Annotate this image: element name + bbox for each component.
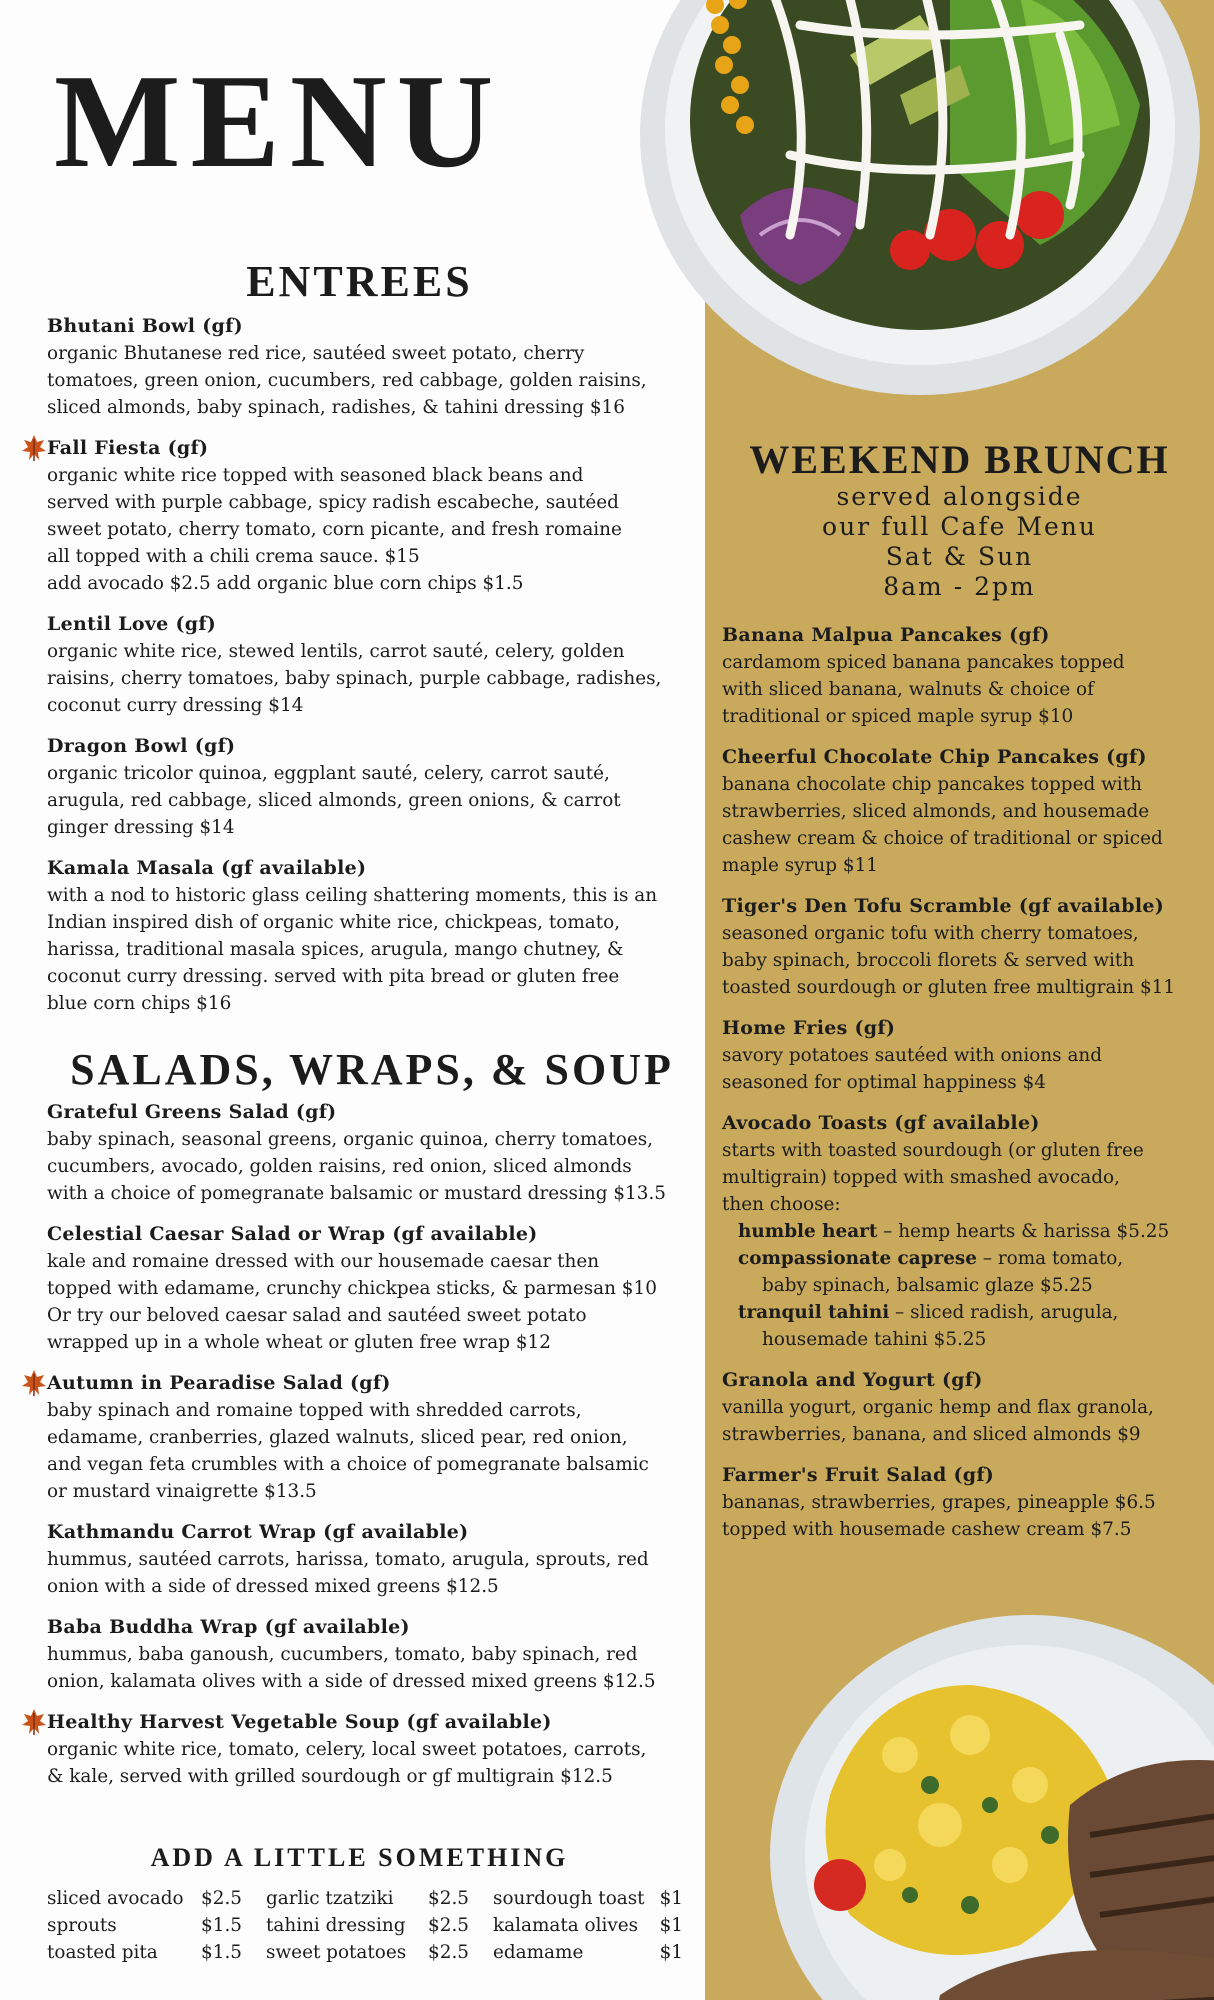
toast-option <box>722 1245 1202 1272</box>
addons-column <box>47 1885 242 1966</box>
addons-column <box>493 1885 683 1966</box>
option-name: tranquil tahini <box>738 1302 890 1323</box>
addon-price: $2.5 <box>428 1942 469 1963</box>
addon-row <box>493 1912 683 1939</box>
item-name: Healthy Harvest Vegetable Soup (gf available) <box>47 1711 552 1733</box>
item-name: Granola and Yogurt (gf) <box>722 1369 983 1391</box>
addon-price: $2.5 <box>428 1915 469 1936</box>
addons-heading: ADD A LITTLE SOMETHING <box>150 1843 569 1872</box>
addon-price: $1 <box>659 1942 683 1963</box>
addon-name: sourdough toast <box>493 1888 645 1909</box>
item-description: cardamom spiced banana pancakes topped with sliced banana, walnuts & choice of traditional or spiced maple syrup $10 <box>722 652 1125 727</box>
item-description: baby spinach and romaine topped with shredded carrots, edamame, cranberries, glazed walnuts, sliced pear, red onion, and vegan feta crumbles with a choice of pomegranate balsamic or mustard vinaigrette $13.5 <box>47 1400 649 1502</box>
salads-heading: SALADS, WRAPS, & SOUP <box>70 1045 674 1094</box>
menu-item <box>47 1370 697 1505</box>
menu-item <box>722 622 1202 730</box>
menu-item <box>47 1709 697 1790</box>
addons-column <box>266 1885 469 1966</box>
item-name: Farmer's Fruit Salad (gf) <box>722 1464 995 1486</box>
option-name: compassionate caprese <box>738 1248 977 1269</box>
brunch-days: Sat & Sun <box>885 542 1034 571</box>
addon-row <box>47 1912 242 1939</box>
addon-row <box>493 1939 683 1966</box>
salad-bowl-photo <box>620 0 1200 425</box>
item-name: Dragon Bowl (gf) <box>47 735 236 757</box>
menu-item <box>722 1015 1202 1096</box>
option-description-cont: housemade tahini $5.25 <box>762 1329 987 1350</box>
item-name: Kathmandu Carrot Wrap (gf available) <box>47 1521 469 1543</box>
option-description: – hemp hearts & harissa $5.25 <box>877 1221 1170 1242</box>
addon-row <box>266 1912 469 1939</box>
salads-list <box>47 1099 697 1804</box>
item-name: Bhutani Bowl (gf) <box>47 315 243 337</box>
menu-item <box>722 1367 1202 1448</box>
addon-price: $1.5 <box>201 1942 242 1963</box>
brunch-subtitle: served alongside <box>836 482 1083 511</box>
autumn-leaf-icon <box>21 433 47 463</box>
menu-item <box>47 1221 697 1356</box>
menu-item <box>47 611 697 719</box>
addon-name: toasted pita <box>47 1942 158 1963</box>
item-description: banana chocolate chip pancakes topped with strawberries, sliced almonds, and housemade cashew cream & choice of traditional or spiced maple syrup $11 <box>722 774 1163 876</box>
item-name: Banana Malpua Pancakes (gf) <box>722 624 1050 646</box>
addon-row <box>47 1939 242 1966</box>
toast-option <box>722 1299 1202 1326</box>
addon-price: $1.5 <box>201 1915 242 1936</box>
item-description: organic white rice topped with seasoned black beans and served with purple cabbage, spicy radish escabeche, sautéed sweet potato, cherry tomato, corn picante, and fresh romaine all topped with a chili crema sauce. $15 add avocado $2.5 add organic blue corn chips $1.5 <box>47 465 622 594</box>
addon-name: sprouts <box>47 1915 117 1936</box>
addon-name: tahini dressing <box>266 1915 406 1936</box>
menu-title: MENU <box>54 47 504 195</box>
brunch-hours: 8am - 2pm <box>883 572 1036 601</box>
item-name: Autumn in Pearadise Salad (gf) <box>47 1372 391 1394</box>
addon-name: edamame <box>493 1942 584 1963</box>
addon-row <box>47 1885 242 1912</box>
menu-item <box>47 1099 697 1207</box>
menu-item <box>722 1462 1202 1543</box>
item-description: starts with toasted sourdough (or gluten free multigrain) topped with smashed avocado, then choose: <box>722 1140 1144 1215</box>
autumn-leaf-icon <box>21 1707 47 1737</box>
addon-name: sliced avocado <box>47 1888 184 1909</box>
option-description-cont: baby spinach, balsamic glaze $5.25 <box>762 1275 1093 1296</box>
item-name: Avocado Toasts (gf available) <box>722 1112 1040 1134</box>
tofu-scramble-photo <box>770 1595 1214 2000</box>
entrees-list <box>47 313 697 1031</box>
item-name: Fall Fiesta (gf) <box>47 437 209 459</box>
item-description: organic Bhutanese red rice, sautéed sweet potato, cherry tomatoes, green onion, cucumbers, red cabbage, golden raisins, sliced almonds, baby spinach, radishes, & tahini dressing $16 <box>47 343 647 418</box>
menu-item <box>47 313 697 421</box>
item-name: Home Fries (gf) <box>722 1017 896 1039</box>
brunch-header <box>705 438 1214 602</box>
addon-price: $2.5 <box>428 1888 469 1909</box>
addon-price: $1 <box>659 1915 683 1936</box>
toast-option <box>722 1218 1202 1245</box>
option-name: humble heart <box>738 1221 878 1242</box>
addon-name: sweet potatoes <box>266 1942 407 1963</box>
option-description: – roma tomato, <box>976 1248 1124 1269</box>
addon-row <box>266 1885 469 1912</box>
brunch-title: WEEKEND BRUNCH <box>749 437 1170 482</box>
item-name: Kamala Masala (gf available) <box>47 857 367 879</box>
item-description: organic white rice, stewed lentils, carrot sauté, celery, golden raisins, cherry tomatoes, baby spinach, purple cabbage, radishes, coconut curry dressing $14 <box>47 641 662 716</box>
brunch-list <box>722 622 1202 1557</box>
menu-item <box>722 744 1202 879</box>
item-description: with a nod to historic glass ceiling shattering moments, this is an Indian inspired dish of organic white rice, chickpeas, tomato, harissa, traditional masala spices, arugula, mango chutney, & coconut curry dressing. served with pita bread or gluten free blue corn chips $16 <box>47 885 658 1014</box>
item-description: hummus, baba ganoush, cucumbers, tomato, baby spinach, red onion, kalamata olives with a side of dressed mixed greens $12.5 <box>47 1644 656 1692</box>
item-description: organic tricolor quinoa, eggplant sauté, celery, carrot sauté, arugula, red cabbage, sliced almonds, green onions, & carrot ginger dressing $14 <box>47 763 621 838</box>
item-name: Tiger's Den Tofu Scramble (gf available) <box>722 895 1165 917</box>
item-name: Celestial Caesar Salad or Wrap (gf available) <box>47 1223 538 1245</box>
menu-item <box>722 893 1202 1001</box>
addon-row <box>493 1885 683 1912</box>
addon-price: $1 <box>659 1888 683 1909</box>
item-description: bananas, strawberries, grapes, pineapple $6.5 topped with housemade cashew cream $7.5 <box>722 1492 1156 1540</box>
item-description: kale and romaine dressed with our housemade caesar then topped with edamame, crunchy chickpea sticks, & parmesan $10 Or try our beloved caesar salad and sautéed sweet potato wrapped up in a whole wheat or gluten free wrap $12 <box>47 1251 657 1353</box>
menu-item <box>47 435 697 597</box>
entrees-heading: ENTREES <box>246 257 473 306</box>
menu-item <box>47 733 697 841</box>
addon-name: kalamata olives <box>493 1915 639 1936</box>
item-description: hummus, sautéed carrots, harissa, tomato, arugula, sprouts, red onion with a side of dressed mixed greens $12.5 <box>47 1549 649 1597</box>
item-name: Grateful Greens Salad (gf) <box>47 1101 337 1123</box>
addon-row <box>266 1939 469 1966</box>
item-description: organic white rice, tomato, celery, local sweet potatoes, carrots, & kale, served with grilled sourdough or gf multigrain $12.5 <box>47 1739 647 1787</box>
item-description: baby spinach, seasonal greens, organic quinoa, cherry tomatoes, cucumbers, avocado, golden raisins, red onion, sliced almonds with a choice of pomegranate balsamic or mustard dressing $13.5 <box>47 1129 666 1204</box>
item-description: seasoned organic tofu with cherry tomatoes, baby spinach, broccoli florets & served with toasted sourdough or gluten free multigrain $11 <box>722 923 1176 998</box>
menu-item <box>47 1519 697 1600</box>
brunch-subtitle: our full Cafe Menu <box>822 512 1097 541</box>
option-description: – sliced radish, arugula, <box>889 1302 1119 1323</box>
item-name: Lentil Love (gf) <box>47 613 217 635</box>
item-name: Cheerful Chocolate Chip Pancakes (gf) <box>722 746 1147 768</box>
item-description: vanilla yogurt, organic hemp and flax granola, strawberries, banana, and sliced almonds $9 <box>722 1397 1154 1445</box>
menu-item <box>47 855 697 1017</box>
menu-item-avocado-toasts <box>722 1110 1202 1353</box>
item-name: Baba Buddha Wrap (gf available) <box>47 1616 410 1638</box>
menu-item <box>47 1614 697 1695</box>
addon-name: garlic tzatziki <box>266 1888 394 1909</box>
autumn-leaf-icon <box>21 1368 47 1398</box>
addon-price: $2.5 <box>201 1888 242 1909</box>
item-description: savory potatoes sautéed with onions and seasoned for optimal happiness $4 <box>722 1045 1103 1093</box>
